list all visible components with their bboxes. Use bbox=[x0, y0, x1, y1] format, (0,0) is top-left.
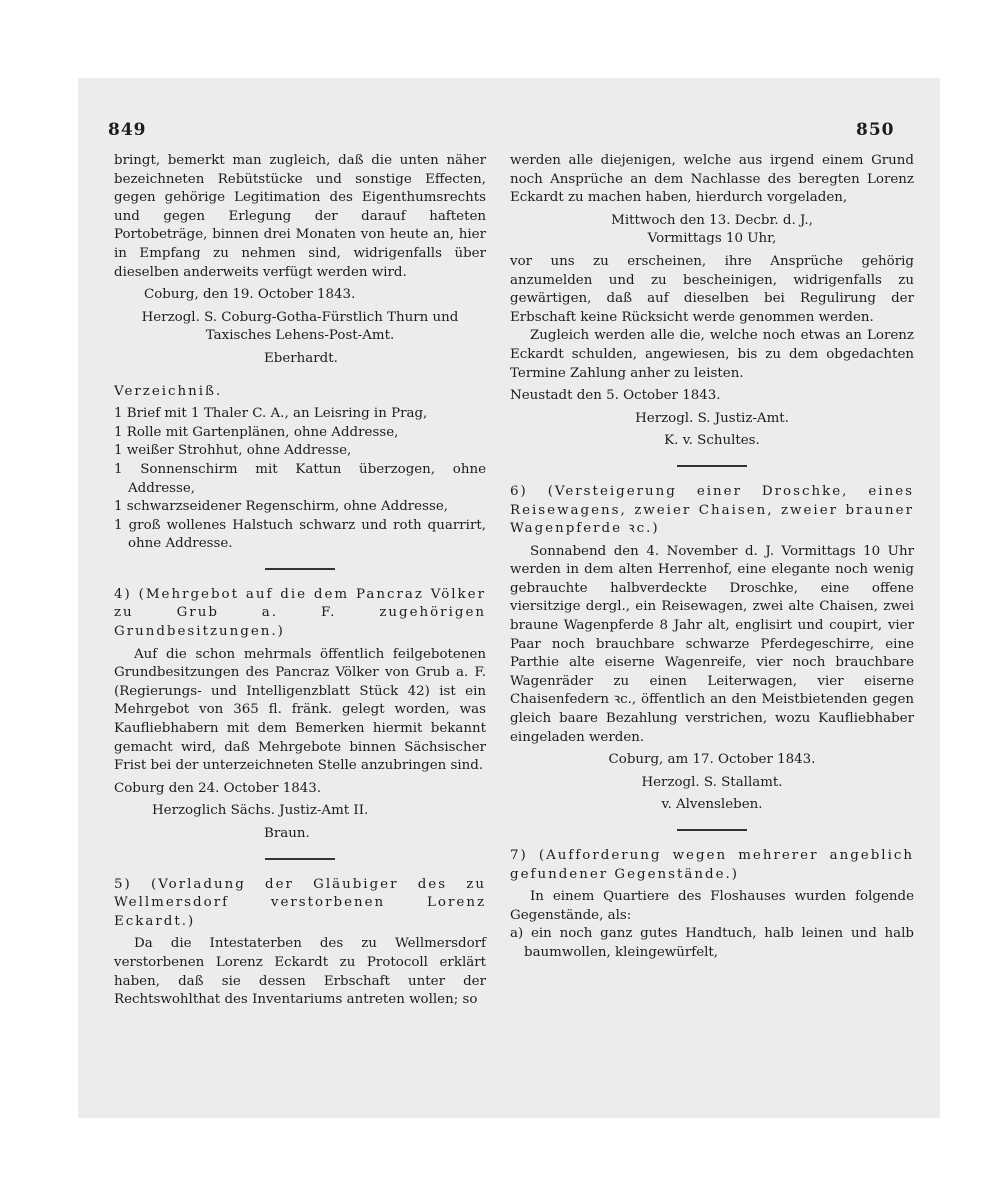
signature: Braun. bbox=[264, 826, 310, 841]
date-line: Coburg den 24. October 1843. bbox=[114, 780, 322, 796]
section-divider bbox=[677, 829, 747, 831]
scanned-page bbox=[78, 78, 940, 1118]
office-line: Herzogl. S. Coburg-Gotha-Fürstlich Thurn und Taxisches Lehens-Post-Amt. bbox=[141, 309, 459, 344]
body-paragraph: vor uns zu erscheinen, ihre Ansprüche gehörig anzumelden und zu bescheinigen, widrigenfalls zu gewärtigen, daß auf dieselben bei Regulirung der Erbschaft keine Rücksicht werde genommen werden. bbox=[510, 253, 914, 325]
list-item: 1 Sonnenschirm mit Kattun überzogen, ohne Addresse, bbox=[114, 461, 486, 496]
office-line: Herzogl. S. Stallamt. bbox=[641, 774, 783, 790]
signature: K. v. Schultes. bbox=[664, 433, 760, 449]
continuation-paragraph: werden alle diejenigen, welche aus irgend einem Grund noch Ansprüche an dem Nachlasse des beregten Lorenz Eckardt zu machen haben, hierdurch vorgeladen, bbox=[510, 153, 914, 206]
list-item: 1 Brief mit 1 Thaler C. A., an Leisring in Prag, bbox=[114, 406, 428, 422]
office-line: Herzogl. S. Justiz-Amt. bbox=[635, 410, 789, 426]
notice-title: 7) (Aufforderung wegen mehrerer angeblich gefundener Gegenstände.) bbox=[510, 848, 914, 882]
left-column bbox=[114, 152, 486, 1010]
list-item: 1 Rolle mit Gartenplänen, ohne Addresse, bbox=[114, 424, 399, 440]
term-line: Mittwoch den 13. Decbr. d. J., bbox=[611, 212, 813, 228]
date-line: Coburg, den 19. October 1843. bbox=[144, 287, 356, 303]
notice-body: Auf die schon mehrmals öffentlich feilgebotenen Grundbesitzungen des Pancraz Völker von Grub a. F. (Regierungs- und Intelligenzblatt Stück 42) ist ein Mehrgebot von 365 fl. fränk. gelegt worden, was Kaufliebhabern mit dem Bemerken hiermit bekannt gemacht wird, daß Mehrgebote binnen Sächsischer Frist bei der unterzeichneten Stelle anzubringen sind. bbox=[114, 646, 486, 774]
date-line: Neustadt den 5. October 1843. bbox=[510, 388, 721, 404]
right-column bbox=[510, 152, 914, 963]
intro-paragraph: bringt, bemerkt man zugleich, daß die unten näher bezeichneten Rebütstücke und sonstige Effecten, gegen gehörige Legitimation des Eigenthumsrechts und gegen Erlegung der darauf hafteten Portobeträge, binnen drei Monaten von heute an, hier in Empfang zu nehmen sind, widrigenfalls über dieselben anderweits verfügt werden wird. bbox=[114, 153, 486, 280]
notice-body: In einem Quartiere des Floshauses wurden folgende Gegenstände, als: bbox=[510, 889, 914, 923]
body-paragraph: Zugleich werden alle die, welche noch etwas an Lorenz Eckardt schulden, angewiesen, bis zu dem obgedachten Termine Zahlung anher zu leisten. bbox=[510, 328, 914, 381]
notice-title: 6) (Versteigerung einer Droschke, eines Reisewagens, zweier Chaisen, zweier brauner Wagenpferde ꝛc.) bbox=[510, 483, 914, 537]
list-item: a) ein noch ganz gutes Handtuch, halb leinen und halb baumwollen, kleingewürfelt, bbox=[510, 926, 914, 960]
office-line: Herzoglich Sächs. Justiz-Amt II. bbox=[152, 803, 369, 819]
list-item: 1 schwarzseidener Regenschirm, ohne Addresse, bbox=[114, 499, 449, 515]
signature: Eberhardt. bbox=[264, 350, 338, 366]
item-list bbox=[114, 405, 486, 554]
page-number-left: 849 bbox=[108, 120, 147, 140]
section-divider bbox=[265, 568, 335, 570]
notice-title: 5) (Vorladung der Gläubiger des zu Wellmersdorf verstorbenen Lorenz Eckardt.) bbox=[114, 876, 486, 929]
notice-body: Sonnabend den 4. November d. J. Vormittags 10 Uhr werden in dem alten Herrenhof, eine elegante noch wenig gebrauchte halbverdeckte Droschke, eine offene viersitzige dergl., ein Reisewagen, zwei alte Chaisen, zwei braune Wagenpferde 8 Jahr alt, englisirt und coupirt, vier Paar noch brauchbare schwarze Pferdegeschirre, eine Parthie alte eiserne Wagenreife, vier noch brauchbare Wagenräder zu einen Leiterwagen, vier eiserne Chaisenfedern ꝛc., öffentlich an den Meistbietenden gegen gleich baare Bezahlung verstrichen, wozu Kaufliebhaber eingeladen werden. bbox=[510, 543, 914, 745]
list-heading: Verzeichniß. bbox=[114, 383, 223, 399]
term-line: Vormittags 10 Uhr, bbox=[647, 231, 777, 247]
notice-title: 4) (Mehrgebot auf die dem Pancraz Völker zu Grub a. F. zugehörigen Grundbesitzungen.) bbox=[114, 586, 486, 640]
page-number-right: 850 bbox=[856, 120, 895, 140]
date-line: Coburg, am 17. October 1843. bbox=[608, 752, 816, 768]
notice-body: Da die Intestaterben des zu Wellmersdorf verstorbenen Lorenz Eckardt zu Protocoll erklärt haben, daß sie dessen Erbschaft unter der Rechtswohlthat des Inventariums antreten wollen; so bbox=[114, 936, 486, 1008]
section-divider bbox=[265, 858, 335, 860]
section-divider bbox=[677, 465, 747, 467]
signature: v. Alvensleben. bbox=[661, 797, 763, 813]
list-item: 1 groß wollenes Halstuch schwarz und roth quarrirt, ohne Addresse. bbox=[114, 517, 486, 552]
list-item: 1 weißer Strohhut, ohne Addresse, bbox=[114, 443, 352, 459]
